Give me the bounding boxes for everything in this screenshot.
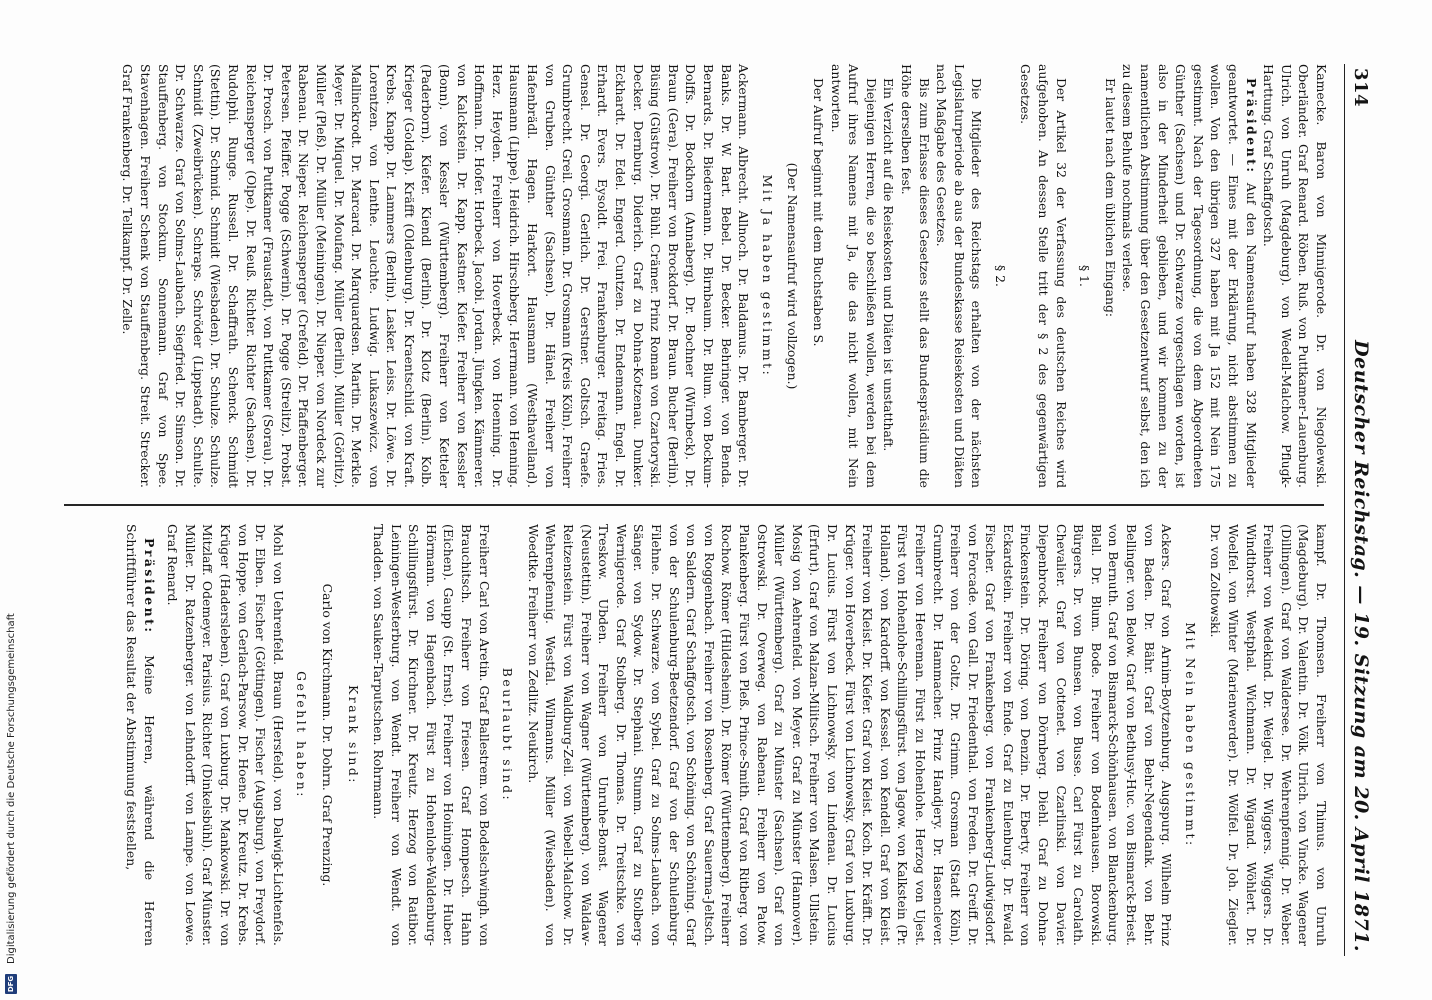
list-sick: Carlo von Kirchmann. Dr. Dohrn. Graf Prenzing. — [319, 583, 335, 887]
page-header — [1344, 64, 1372, 956]
paragraph: Ein Verzicht auf die Reisekosten und Diäten ist unstatthaft. — [881, 78, 897, 452]
paragraph: Der Aufruf beginnt mit dem Buchstaben S. — [810, 78, 826, 347]
paragraph: Bis zum Erlasse dieses Gesetzes stellt das Bundespräsidium die Höhe derselben fest. — [898, 64, 932, 488]
list-absent: Mohl von Uehrenfeld. Braun (Hersfeld). von Dalwigk-Lichtenfels. Dr. Eiben. Fischer (Göttingen). Fischer (Augsburg). von Freydorf. von Hoppe. von Gerlach-Parsow. Dr. Hoene. Dr. Kreutz. Dr. Krebs. Krüger (Hadersleben). Graf von Luxburg. Dr. Mankowski. Dr. von Mitzlaff. Odemeyer. Parisius. Richter (Dinkelsbühl). Graf Münster. Müller. Dr. Ratzenberger. von Lehndorff. von Lampe. von Loewe. Graf Renard. — [165, 524, 286, 946]
vote-list-nein: Ackers. Graf von Arnim-Boytzenburg. Augspurg. Wilhelm Prinz von Baden. Dr. Bähr. Graf von Behr-Negendank. von Behr. Bellinger. von Below. Graf von Bethusy-Huc. von Bismarck-Briest. von Bernuth. Graf von Bismarck-Schönhausen. von Blanckenburg. Blell. Dr. Blum. Bode. Freiherr von Bodenhausen. Borowski. Bürgers. Dr. von Bunsen. von Busse. Carl Fürst zu Carolath. Chevalier. Graf von Cottenet. von Czarlinski. von Davier. Diepenbrock. Freiherr von Dörnberg. Diehl. Graf zu Dohna-Finckenstein. Dr. Döring. von Denzin. Dr. Eberty. Freiherr von Eckardstein. Freiherr von Ende. Graf zu Eulenburg. Dr. Ewald. Fischer. Graf von Frankenberg. von Frankenberg-Ludwigsdorf. von Forcade. von Gall. Dr. Friedenthal. von Freden. Dr. Greiff. Dr. Freiherr von der Goltz. Dr. Grimm. Grosman (Stadt Köln). Grumbrecht. Dr. Hammacher. Prinz Handjery. Dr. Hasenclever. Freiherr von Heereman. Fürst zu Hohenlohe. Herzog von Ujest. Fürst von Hohenlohe-Schillingsfürst. von Jagow. von Kalkstein (Pr. Holland). von Kardorff. von Kessel. von Kendell. Graf von Kleist. Freiherr von Kleist. Dr. Kiefer. Graf von Kleist. Koch. Dr. Kräfft. Dr. Krüger. von Hoverbeck. Fürst von Lichnowsky. Graf von Luxburg. Dr. Lucius. Fürst von Lichnowsky. von Lindenau. Dr. Lucius (Erfurt). Graf von Malzan-Militsch. Freiherr von Malsen. Ullstein. Mosig von Aehrenfeld. von Meyer. Graf zu Münster (Hannover). Müller (Württemberg). Graf zu Münster (Sachsen). Graf von Ostrowski. Dr. Overweg. von Rabenau. Freiherr von Patow. Plankenberg. Fürst von Pleß. Prince-Smith. Graf von Ritberg. von Rochow. Römer (Hildesheim). Dr. Römer (Württemberg). Freiherr von Roggenbach. Freiherr von Rosenberg. Graf Sauerma-Jeltsch. von Saldern. Graf Schaffgotsch. von Schöning. von Schöning. Graf von der Schulenburg-Beetzendorf. Graf von der Schulenburg-Filehne. Dr. Schwarze. von Sybel. Graf zu Solms-Laubach. von Sänger. von Sydow. Dr. Stephani. Stumm. Graf zu Stolberg-Wernigerode. Graf Stolberg. Dr. Thomas. Dr. Treitschke. von Treskow. Ubden. Freiherr von Unruhe-Bomst. Wagener (Neustettin). Freiherr von Wagner (Württemberg). von Waldaw-Reitzenstein. Fürst von Waldburg-Zeil. von Webell-Malchow. Dr. Wehrenpfennig. Westfal. Wilmanns. Müller (Wiesbaden). von Woedtke. Freiherr von Zedlitz. Neukirch. — [525, 524, 1175, 946]
page-number: 314 — [1350, 68, 1371, 108]
vote-heading-ja: Mit Ja haben gestimmt: — [759, 174, 775, 378]
heading-absent: Gefehlt haben: — [294, 671, 310, 799]
left-column — [64, 64, 1330, 504]
paragraph: Diejenigen Herren, die so beschließen wollen, werden bei dem Aufruf ihres Namens mit Ja, die das nicht wollen, mit Nein antworten. — [828, 64, 879, 488]
credit-text: Digitalisierung gefördert durch die Deutsche Forschungsgemeinschaft — [5, 613, 17, 964]
right-column — [64, 506, 1330, 946]
paragraph: Kamecke. Baron von Minnigerode. Dr. von Niegolewski. Oberländer. Graf Renard. Röben. Ruß. von Puttkamer-Lauenburg. Ulrich. von Unruh (Magdeburg). von Wedell-Malchow. Pflugk-Harttung. Graf Schaffgotsch. — [1261, 64, 1329, 488]
president-statement — [1119, 64, 1260, 488]
president-closing-statement — [122, 524, 157, 946]
heading-on-leave: Beurlaubt sind: — [500, 667, 516, 803]
speaker-label: Präsident: — [1243, 78, 1259, 175]
two-column-body — [64, 64, 1330, 956]
section-text: Der Artikel 32 der Verfassung des deutschen Reiches wird aufgehoben. An dessen Stelle tritt der § 2 des gegenwärtigen Gesetzes. — [1018, 64, 1069, 488]
paragraph: Er lautet nach dem üblichen Eingang: — [1102, 78, 1118, 318]
heading-sick: Krank sind: — [345, 685, 361, 785]
section-heading: § 1. — [1077, 265, 1093, 287]
section-heading: § 2. — [992, 265, 1008, 287]
statement-text: Meine Herren, während die Herren Schriftführer das Resultat der Abstimmung feststellen, — [124, 524, 157, 946]
list-on-leave: Freiherr Carl von Aretin. Graf Ballestrem. von Bodelschwingh. von Brauchitsch. Freiherr von Friesen. Graf Hompesch. Hahn (Eichen). Gaupp (St. Ernst). Freiherr von Hoiningen. Dr. Huber. Hörmann. von Hagenbach. Fürst zu Hohenlohe-Waldenburg-Schillingsfürst. Dr. Kirchner. Dr. Kreutz. Herzog von Ratibor. Leiningen-Westerburg. von Wendt. Freiherr von Wendt. von Thadden. von Sauken-Tarputschen. Rohrmann. — [371, 524, 492, 946]
digitization-credit — [2, 4, 20, 994]
vote-heading-nein: Mit Nein haben gestimmt: — [1182, 622, 1198, 848]
statement-text: Auf den Namensaufruf haben 328 Mitglieder geantwortet. — Eines mit der Erklärung, nicht abstimmen zu wollen. Von den übrigen 327 haben mit Ja 152 mit Nein 175 gestimmt. Nach der Tagesordnung, die von dem Abgeordneten Günther (Sachsen) und Dr. Schwarze vorgeschlagen worden, ist also in der Minderheit geblieben, und wir kommen zu der namentlichen Abstimmung über den Gesetzentwurf selbst, den ich zu diesem Behufe nochmals verlese. — [1120, 64, 1259, 488]
section-text: Die Mitglieder des Reichstags erhalten von der nächsten Legislaturperiode ab aus der Bundeskasse Reisekosten und Diäten nach Maßgabe des Gesetzes. — [934, 64, 985, 488]
speaker-label: Präsident: — [141, 538, 157, 635]
vote-list-ja-continued: kampf. Dr. Thomsen. Freiherr von Thimus. von Unruh (Magdeburg). Dr. Valentin. Dr. Völk. Ulrich. von Vincke. Wagener (Dillingen). Graf von Waldersee. Dr. Wehrenpfennig. Dr. Weber. Freiherr von Wedekind. Dr. Weigel. Dr. Wiggers. Wiggers. Dr. Windthorst. Westphal. Wichmann. Dr. Wigand. Wöhlert. Dr. Woelfel. von Winter (Marienwerder). Dr. Wölfel. Dr. Joh. Ziegler. Dr. von Zoltowski. — [1208, 524, 1329, 946]
dfg-logo: DFG — [7, 975, 15, 993]
procedural-note: (Der Namensaufruf wird vollzogen.) — [785, 162, 801, 390]
page-title: Deutscher Reichstag. — 19. Sitzung am 20. April 1871. — [1350, 340, 1372, 952]
vote-list-ja: Ackermann. Albrecht. Allnoch. Dr. Baldamus. Dr. Bamberger. Dr. Banks. Dr. W. Bart. Bebel. Dr. Becker. Behringer. von Benda. Bernards. Dr. Biedermann. Dr. Birnbaum. Dr. Blum. von Bockum-Dolffs. Dr. Bockhorn (Annaberg). Dr. Bochner (Wirnbeck). Dr. Braun (Gera). Freiherr von Brockdorf. Dr. Braun. Bucher (Berlin). Büsing (Güstrow). Dr. Bühl. Crämer. Prinz Roman von Czartoryski. Decker. Dernburg. Diderich. Graf zu Dohna-Kotzenau. Dunker. Eckhardt. Dr. Edel. Engerd. Cuntzen. Dr. Endemann. Engel. Dr. Erhardt. Evers. Eysoldt. Frei. Frankenburger. Freitag. Fries. Gensel. Dr. Georgi. Gerlich. Dr. Gerstner. Goltsch. Graefe. Grumbrecht. Greil. Grosmann. Dr. Grosmann (Kreis Köln). Freiherr von Gruben. Günther (Sachsen). Dr. Hänel. Freiherr von Hafenbrädl. Hagen. Harkort. Hausmann (Westhavelland). Hausmann (Lippe). Heidrich. Hirschberg. Herrmann. von Henning. Herz. Heyden. Freiherr von Hoverbeck. von Hoenning. Dr. Hoffmann. Dr. Hofer. Horbeck. Jacobi. Jordan. Jüngken. Kämmerer. von Kalckstein. Dr. Kapp. Kastner. Kiefer. Freiherr von Kessler (Bonn). von Kessler (Württemberg). Freiherr von Ketteler (Paderborn). Kiefer. Kiendl (Berlin). Dr. Klotz (Berlin). Kolb. Krieger (Goldap). Kräfft (Oldenburg). Dr. Kraentschild. von Kraft. Krebs. Knapp. Dr. Lammers (Berlin). Lasker. Leiss. Dr. Löwe. Dr. Lorentzen. von Lenthe. Leuchte. Ludwig. Lukaszewicz. von Mallinckrodt. Dr. Marcard. Dr. Marquardsen. Martin. Dr. Merkle. Meyer. Dr. Miquel. Dr. Moufang. Müller (Berlin). Müller (Görlitz). Müller (Pleß). Dr. Müller (Meiningen). Dr. Nieper. von Nordeck zur Rabenau. Dr. Nieper. Reichensperger (Crefeld). Dr. Pfaffenberger. Petersen. Pfeiffer. Pogge (Schwerin). Dr. Pogge (Strelitz). Probst. Dr. Prosch. von Puttkamer (Fraustadt). von Puttkamer (Sorau). Dr. Reichensperger (Olpe). Dr. Reuß. Richter. Richter (Sachsen). Dr. Rudolphi. Runge. Russell. Dr. Schaffrath. Schenck. Schmidt (Stettin). Dr. Schmid. Schmidt (Wiesbaden). Dr. Schulze. Schulze. Schmidt (Zweibrücken). Schraps. Schröder (Lippstadt). Schulte. Dr. Schwarze. Graf von Solms-Laubach. Siegfried. Dr. Simson. Dr. Stauffenberg. von Stockum. Sonnemann. Graf von Spee. Stavenhagen. Freiherr Schenk von Stauffenberg. Streit. Strecker. Graf Frankenberg. Dr. Tellkampf. Dr. Zelle. — [120, 64, 752, 488]
